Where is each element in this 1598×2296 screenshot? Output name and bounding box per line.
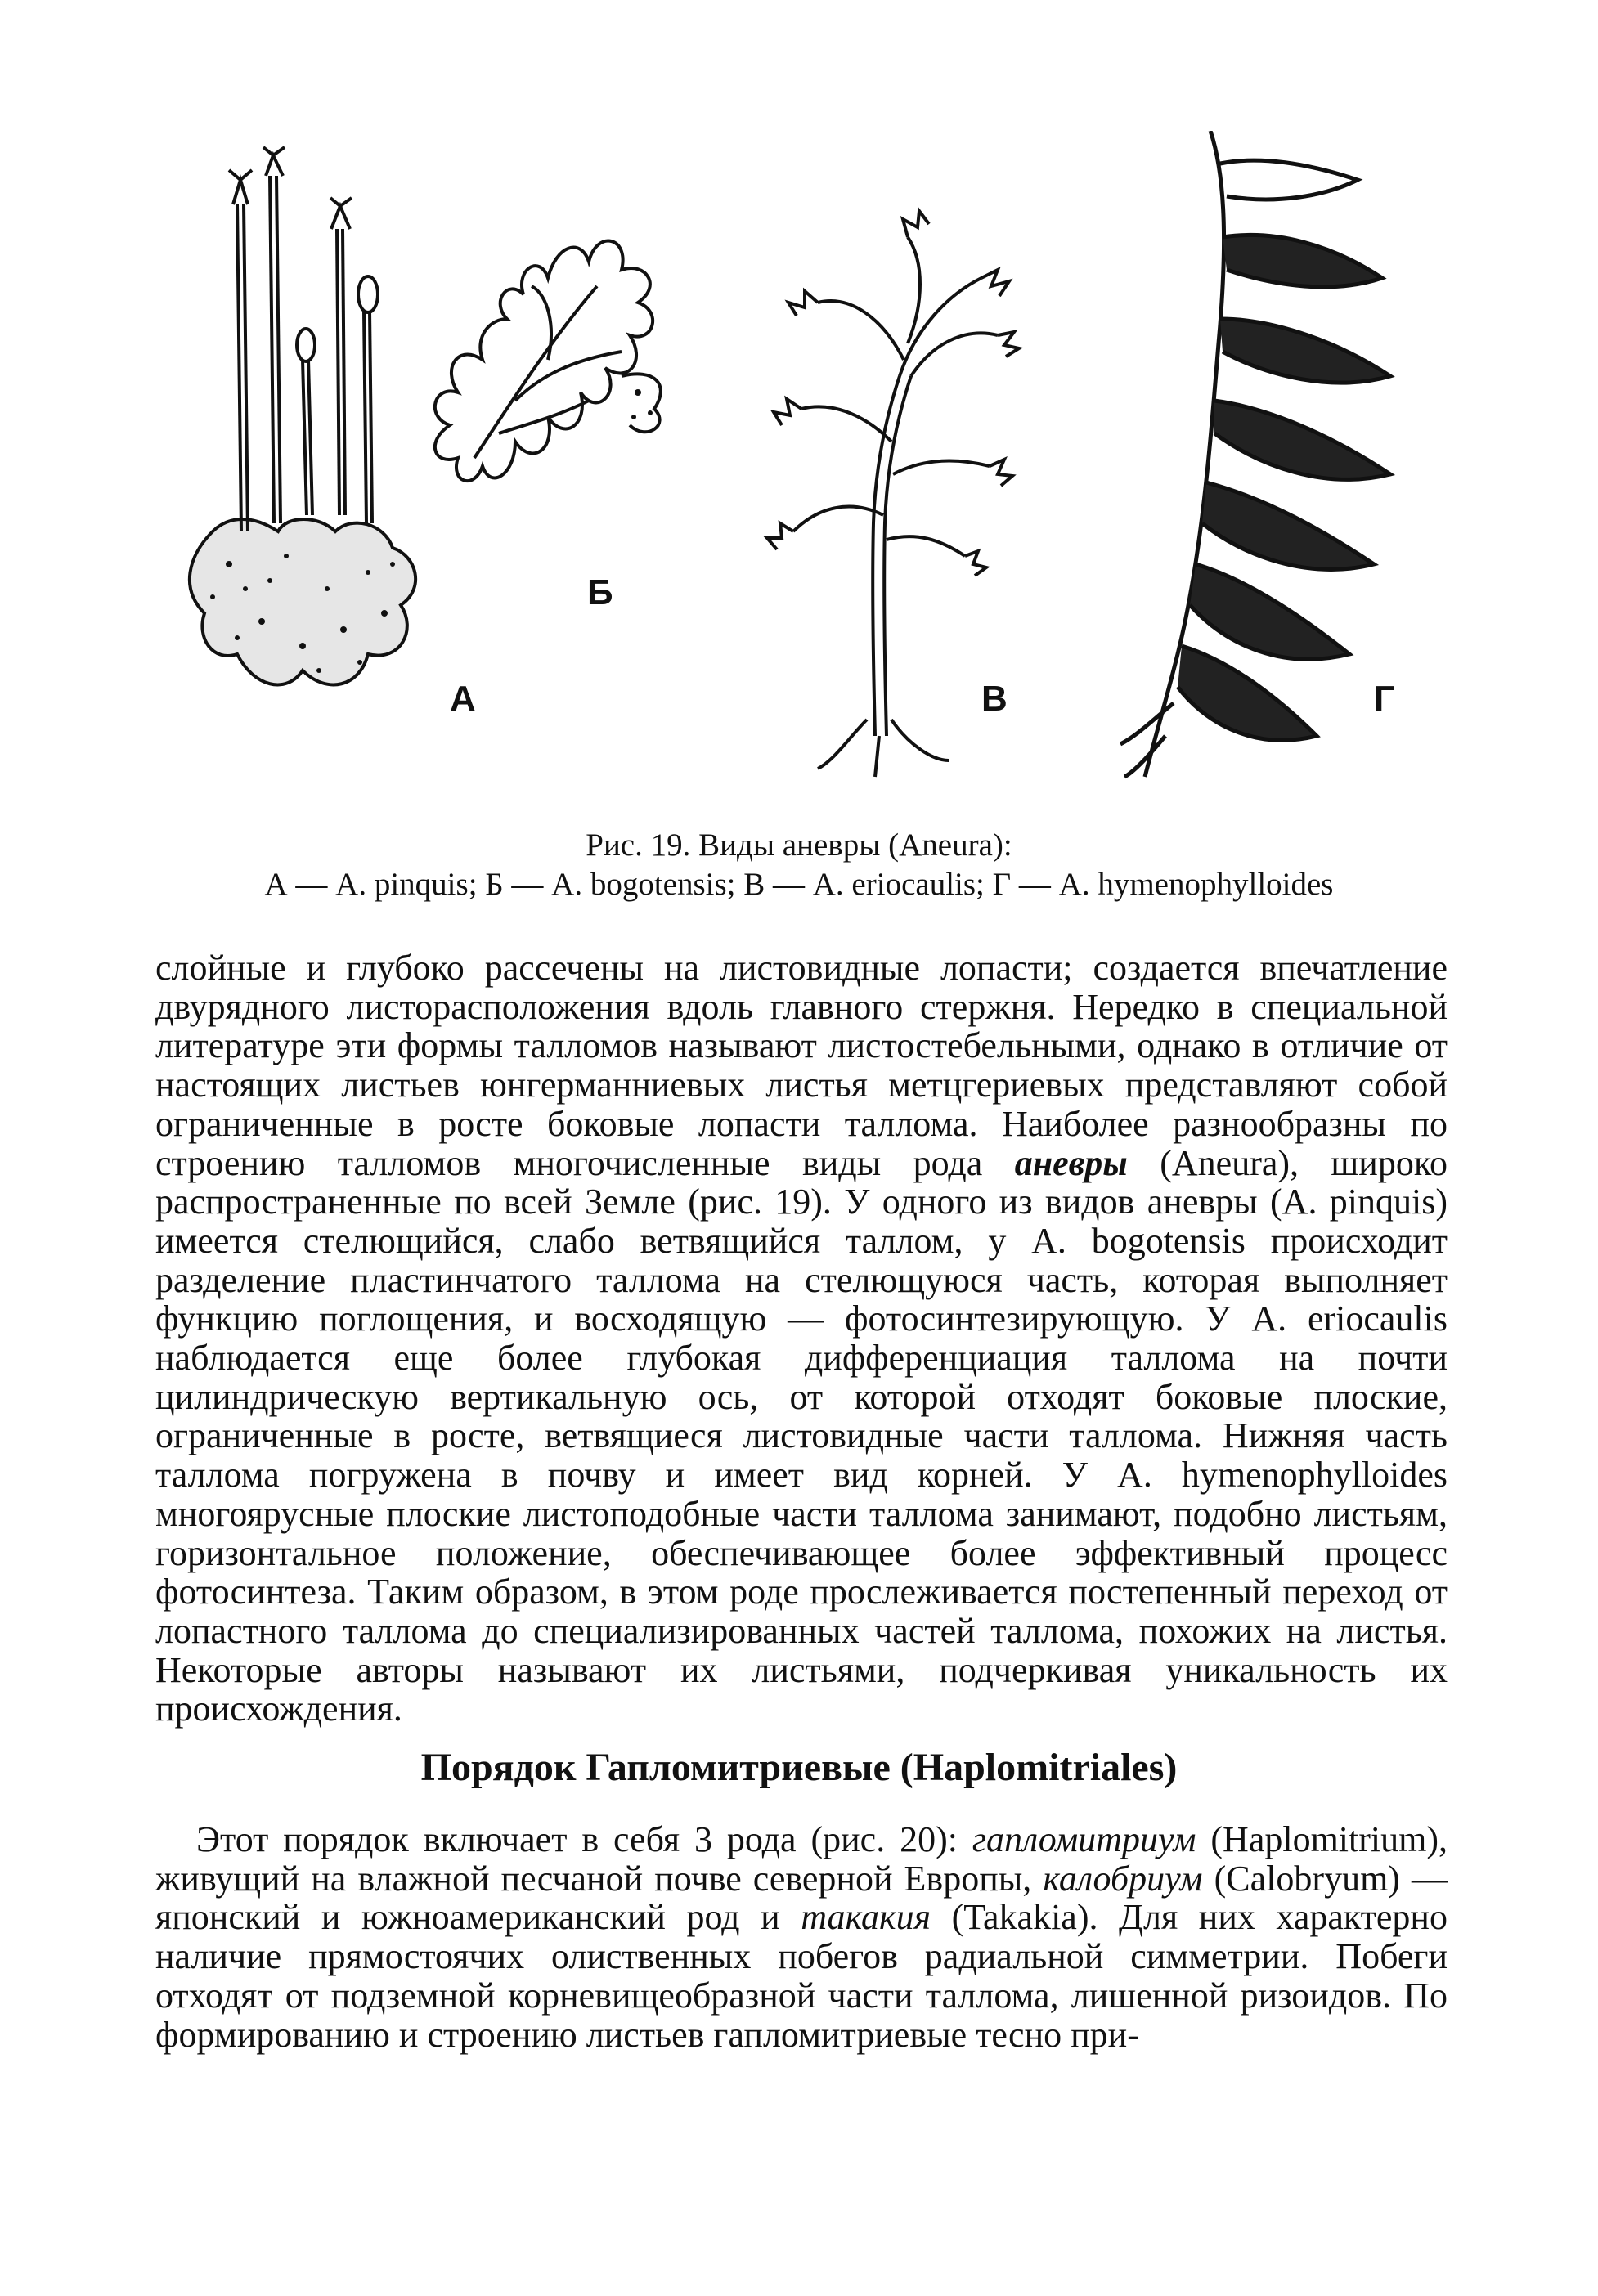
paragraph-1-part-a: слойные и глубоко рассечены на листовидные лопасти; создается впечатление двурядного листорасположения вдоль главного стержня. Нередко в специальной литературе эти формы талломов называют листостебельными, однако в отличие от настоящих листьев юнгерманниевых листья метцгериевых представляют собой ограниченные в росте боковые лопасти таллома. Наиболее разнообразны по строению талломов многочисленные виды рода <box>155 948 1448 1183</box>
drawing-b-bogotensis <box>435 241 661 482</box>
paragraph-2-part-g: (Takakia). Для них характерно наличие прямостоячих олиственных побегов радиальной симметрии. Побеги отходят от подземной корневищеобразной части таллома, лишенной ризоидов. По формированию и строению листьев гапломитриевые тесно при- <box>155 1897 1448 2055</box>
paragraph-1-part-c: (Aneura), широко распространенные по всей Земле (рис. 19). У одного из видов аневры (A. pinquis) имеется стелющийся, слабо ветвящийся таллом, у A. bogotensis происходит разделение пластинчатого таллома на стелющуюся часть, которая выполняет функцию поглощения, и восходящую — фотосинтезирующую. У A. eriocaulis наблюдается еще более глубокая дифференциация таллома на почти цилиндрическую вертикальную ось, от которой отходят боковые плоские, ограниченные в росте, ветвящиеся листовидные части таллома. Нижняя часть таллома погружена в почву и имеет вид корней. У A. hymenophylloides многоярусные плоские листоподобные части таллома занимают, подобно листьям, горизонтальное положение, обеспечивающее более эффективный процесс фотосинтеза. Таким образом, в этом роде прослеживается постепенный переход от лопастного таллома до специализированных частей таллома, похожих на листья. Некоторые авторы называют их листьями, подчеркивая уникальность их происхождения. <box>155 1142 1448 1729</box>
paragraph-2-part-e: (Calobryum) — японский и южноамериканский род и <box>155 1858 1448 1938</box>
figure-caption <box>147 826 1451 904</box>
caption-line-2: А — A. pinquis; Б — A. bogotensis; В — A. eriocaulis; Г — A. hymenophylloides <box>264 867 1334 902</box>
paragraph-1 <box>155 948 1448 1729</box>
figure-label-b: Б <box>587 572 613 612</box>
paragraph-2-part-c: (Haplomitrium), живущий на влажной песчаной почве северной Европы, <box>155 1819 1448 1899</box>
figure-label-a: А <box>450 679 476 719</box>
figure-label-v: В <box>981 679 1008 719</box>
term-aneura: аневры <box>1014 1142 1128 1183</box>
drawing-g-hymenophylloides <box>1120 131 1390 777</box>
paragraph-2-part-a: Этот порядок включает в себя 3 рода (рис. 20): <box>196 1819 972 1859</box>
caption-line-1: Рис. 19. Виды аневры (Aneura): <box>586 827 1012 863</box>
figure-label-g: Г <box>1374 679 1394 719</box>
figure-19 <box>164 131 1439 785</box>
aneura-illustration <box>164 131 1439 785</box>
drawing-a-pinquis <box>190 147 415 684</box>
paragraph-2 <box>155 1820 1448 2054</box>
term-calobryum: калобриум <box>1043 1858 1203 1899</box>
term-haplomitrium: гапломитриум <box>972 1819 1196 1859</box>
term-takakia: такакия <box>801 1897 931 1938</box>
section-heading: Порядок Гапломитриевые (Haplomitriales) <box>420 1746 1178 1789</box>
